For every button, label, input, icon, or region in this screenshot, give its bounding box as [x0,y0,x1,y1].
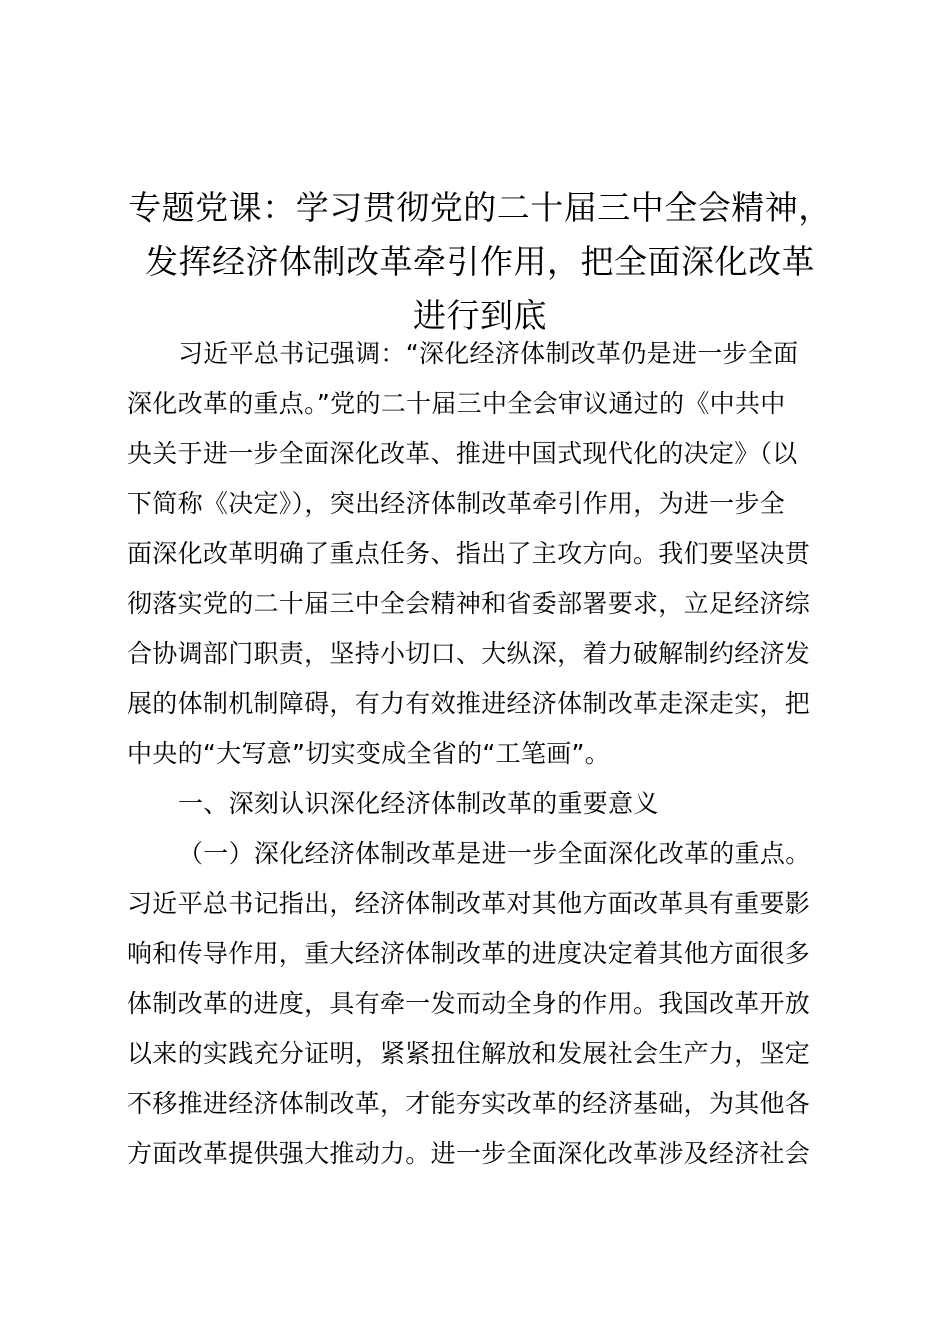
document-title [110,181,850,343]
body-line: 彻落实党的二十届三中全会精神和省委部署要求，立足经济综 [127,589,811,618]
body-line: 习近平总书记指出，经济体制改革对其他方面改革具有重要影 [127,889,811,918]
body-line: 央关于进一步全面深化改革、推进中国式现代化的决定》（以 [127,439,798,468]
body-line: 合协调部门职责，坚持小切口、大纵深，着力破解制约经济发 [127,639,811,668]
body-line: 方面改革提供强大推动力。进一步全面深化改革涉及经济社会 [127,1139,811,1168]
body-line: 面深化改革明确了重点任务、指出了主攻方向。我们要坚决贯 [127,539,811,568]
body-line: 不移推进经济体制改革，才能夯实改革的经济基础，为其他各 [127,1089,811,1118]
body-line: 下简称《决定》），突出经济体制改革牵引作用，为进一步全 [127,489,786,518]
body-line: 展的体制机制障碍，有力有效推进经济体制改革走深走实，把 [127,689,811,718]
body-line: 响和传导作用，重大经济体制改革的进度决定着其他方面很多 [127,939,811,968]
title-line: 专题党课：学习贯彻党的二十届三中全会精神， [128,188,832,227]
body-line: 中央的“大写意”切实变成全省的“工笔画”。 [127,739,611,768]
body-line: 体制改革的进度，具有牵一发而动全身的作用。我国改革开放 [127,989,811,1018]
body-line: 习近平总书记强调：“深化经济体制改革仍是进一步全面 [178,339,799,368]
document-body [127,329,837,1179]
body-line: 以来的实践充分证明，紧紧扭住解放和发展社会生产力，坚定 [127,1039,811,1068]
title-line: 进行到底 [413,296,547,335]
section-heading: 一、深刻认识深化经济体制改革的重要意义 [178,789,659,818]
subsection-heading: （一）深化经济体制改革是进一步全面深化改革的重点。 [178,839,811,868]
title-line: 发挥经济体制改革牵引作用，把全面深化改革 [145,242,815,281]
body-line: 深化改革的重点。”党的二十届三中全会审议通过的《中共中 [127,389,786,418]
